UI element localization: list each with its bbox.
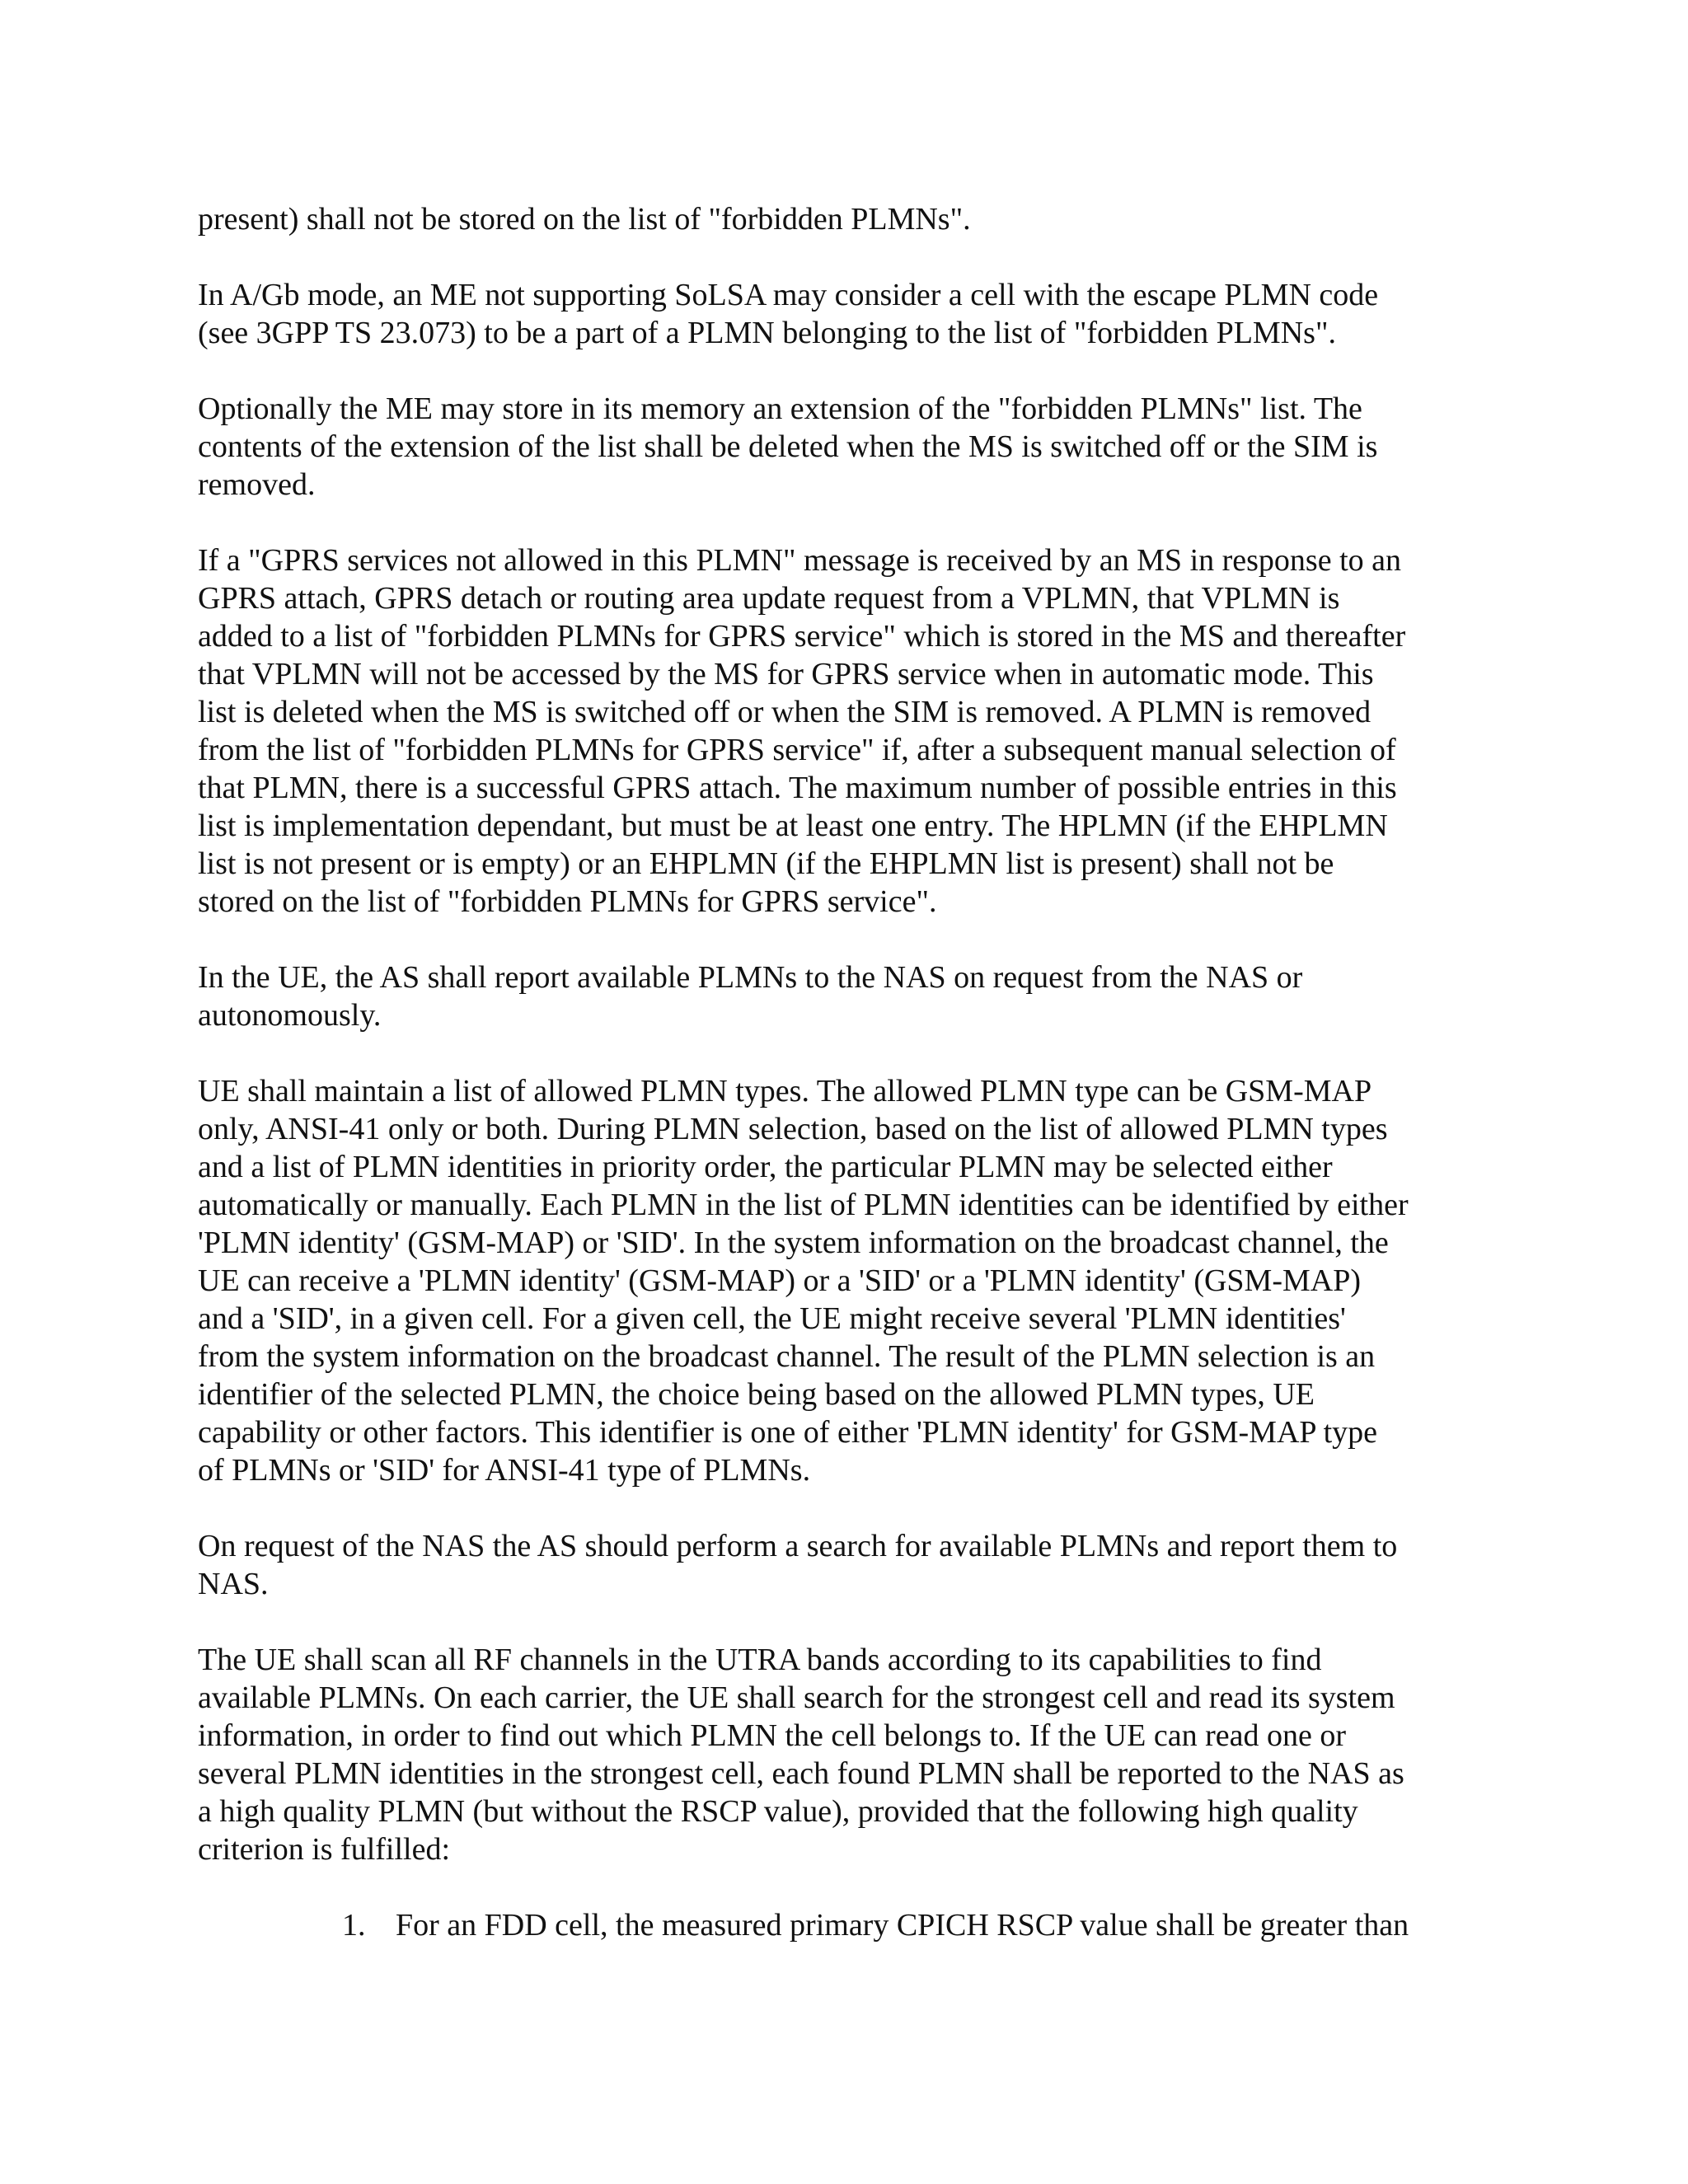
paragraph	[198, 1641, 1496, 1868]
list-item	[198, 1906, 1496, 1944]
paragraph	[198, 958, 1496, 1034]
text-line: (see 3GPP TS 23.073) to be a part of a PLMN belonging to the list of "forbidden PLMNs".	[198, 316, 1336, 350]
text-line: that PLMN, there is a successful GPRS attach. The maximum number of possible entries in this	[198, 771, 1397, 805]
text-line: information, in order to find out which PLMN the cell belongs to. If the UE can read one or	[198, 1718, 1346, 1753]
text-line: present) shall not be stored on the list of "forbidden PLMNs".	[198, 202, 971, 237]
text-line: a high quality PLMN (but without the RSCP value), provided that the following high quality	[198, 1794, 1358, 1829]
text-line: stored on the list of "forbidden PLMNs for GPRS service".	[198, 884, 937, 919]
paragraph	[198, 390, 1496, 504]
paragraph	[198, 1527, 1496, 1603]
numbered-list	[198, 1906, 1496, 1944]
paragraph	[198, 1072, 1496, 1489]
text-line: On request of the NAS the AS should perform a search for available PLMNs and report them to	[198, 1529, 1398, 1563]
text-line: only, ANSI-41 only or both. During PLMN selection, based on the list of allowed PLMN types	[198, 1112, 1388, 1146]
text-line: Optionally the ME may store in its memory an extension of the "forbidden PLMNs" list. The	[198, 391, 1362, 426]
text-line: list is not present or is empty) or an EHPLMN (if the EHPLMN list is present) shall not be	[198, 846, 1334, 881]
text-line: automatically or manually. Each PLMN in the list of PLMN identities can be identified by either	[198, 1188, 1409, 1222]
text-line: In the UE, the AS shall report available PLMNs to the NAS on request from the NAS or	[198, 960, 1303, 995]
text-line: UE can receive a 'PLMN identity' (GSM-MAP) or a 'SID' or a 'PLMN identity' (GSM-MAP)	[198, 1263, 1362, 1298]
text-line: NAS.	[198, 1567, 269, 1601]
text-line: of PLMNs or 'SID' for ANSI-41 type of PLMNs.	[198, 1453, 811, 1488]
text-line: removed.	[198, 467, 316, 502]
text-line: from the list of "forbidden PLMNs for GPRS service" if, after a subsequent manual selection of	[198, 733, 1396, 767]
text-line: from the system information on the broadcast channel. The result of the PLMN selection is an	[198, 1339, 1376, 1374]
text-line: capability or other factors. This identifier is one of either 'PLMN identity' for GSM-MAP type	[198, 1415, 1378, 1450]
text-line: identifier of the selected PLMN, the choice being based on the allowed PLMN types, UE	[198, 1377, 1315, 1412]
text-line: available PLMNs. On each carrier, the UE shall search for the strongest cell and read its system	[198, 1680, 1395, 1715]
text-line: added to a list of "forbidden PLMNs for GPRS service" which is stored in the MS and thereafter	[198, 619, 1406, 654]
text-line: list is deleted when the MS is switched off or when the SIM is removed. A PLMN is removed	[198, 695, 1372, 729]
text-line: criterion is fulfilled:	[198, 1832, 451, 1867]
list-item-text: For an FDD cell, the measured primary CPICH RSCP value shall be greater than	[396, 1908, 1409, 1943]
text-line: contents of the extension of the list shall be deleted when the MS is switched off or the SIM is	[198, 429, 1378, 464]
list-item-number: 1.	[342, 1908, 366, 1943]
text-line: 'PLMN identity' (GSM-MAP) or 'SID'. In the system information on the broadcast channel, the	[198, 1226, 1389, 1260]
text-line: The UE shall scan all RF channels in the UTRA bands according to its capabilities to find	[198, 1643, 1322, 1677]
paragraph	[198, 541, 1496, 921]
text-line: UE shall maintain a list of allowed PLMN types. The allowed PLMN type can be GSM-MAP	[198, 1074, 1372, 1108]
document-body	[198, 200, 1496, 1944]
text-line: that VPLMN will not be accessed by the MS for GPRS service when in automatic mode. This	[198, 657, 1374, 691]
text-line: several PLMN identities in the strongest cell, each found PLMN shall be reported to the NAS as	[198, 1756, 1404, 1791]
text-line: If a "GPRS services not allowed in this PLMN" message is received by an MS in response to an	[198, 543, 1402, 578]
text-line: list is implementation dependant, but must be at least one entry. The HPLMN (if the EHPLMN	[198, 808, 1388, 843]
text-line: GPRS attach, GPRS detach or routing area update request from a VPLMN, that VPLMN is	[198, 581, 1340, 616]
text-line: and a 'SID', in a given cell. For a given cell, the UE might receive several 'PLMN identities'	[198, 1301, 1346, 1336]
text-line: autonomously.	[198, 998, 382, 1033]
text-line: In A/Gb mode, an ME not supporting SoLSA may consider a cell with the escape PLMN code	[198, 278, 1379, 312]
text-line: and a list of PLMN identities in priority order, the particular PLMN may be selected either	[198, 1150, 1333, 1184]
paragraph	[198, 276, 1496, 352]
paragraph	[198, 200, 1496, 238]
